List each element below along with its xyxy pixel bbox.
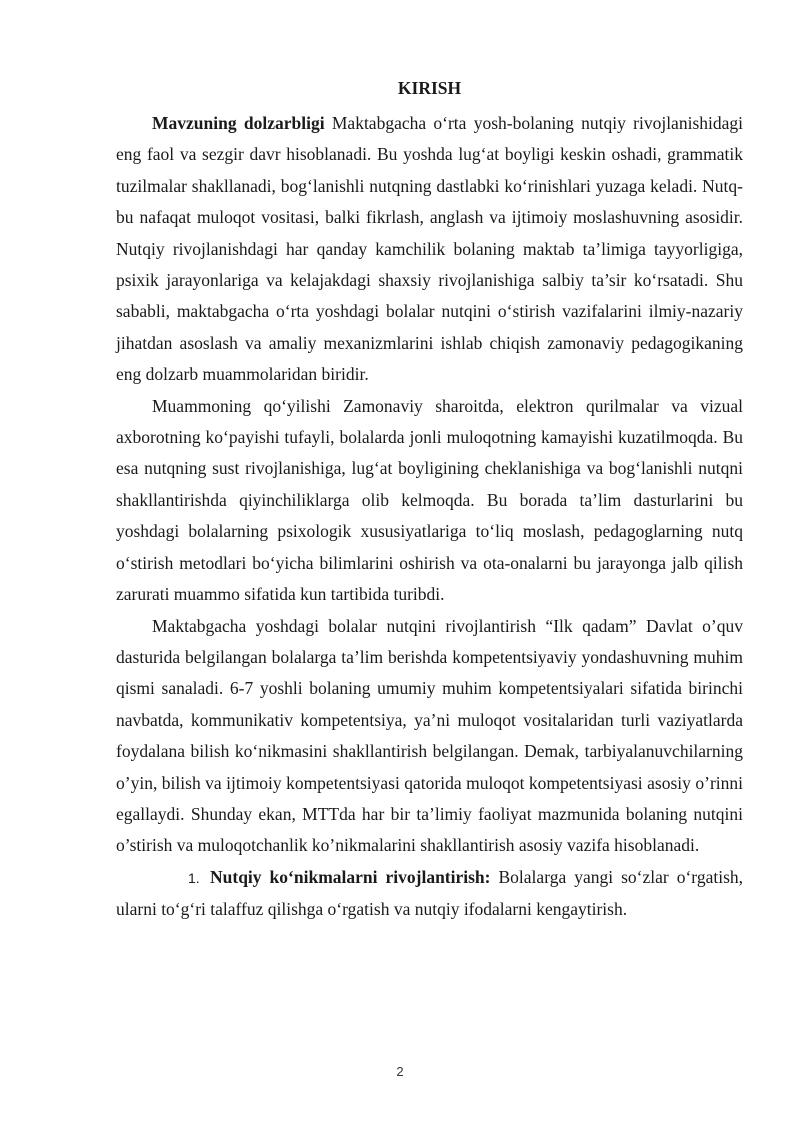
- paragraph-body-relevance: Maktabgacha o‘rta yosh-bolaning nutqiy rivojlanishidagi eng faol va sezgir davr hisoblanadi. Bu yoshda lug‘at boyligi keskin oshadi, grammatik tuzilmalar shakllanadi, bog‘lanishli nutqning dastlabki ko‘rinishlari yuzaga keladi. Nutq-bu nafaqat muloqot vositasi, balki fikrlash, anglash va ijtimoiy moslashuvning asosidir. Nutqiy rivojlanishdagi har qanday kamchilik bolaning maktab ta’limiga tayyorligiga, psixik jarayonlariga va kelajakdagi shaxsiy rivojlanishiga salbiy ta’sir ko‘rsatadi. Shu sababli, maktabgacha o‘rta yoshdagi bolalar nutqini o‘stirish vazifalarini ilmiy-nazariy jihatdan asoslash va amaliy mexanizmlarini ishlab chiqish zamonaviy pedagogikaning eng dolzarb muammolaridan biridir.: [116, 113, 743, 385]
- paragraph-problem: Muammoning qo‘yilishi Zamonaviy sharoitda, elektron qurilmalar va vizual axborotning ko‘payishi tufayli, bolalarda jonli muloqotning kamayishi kuzatilmoqda. Bu esa nutqning sust rivojlanishiga, lug‘at boyligining cheklanishiga va bog‘lanishli nutqni shakllantirishda qiyinchiliklarga olib kelmoqda. Bu borada ta’lim dasturlarini bu yoshdagi bolalarning psixologik xususiyatlariga to‘liq moslash, pedagoglarning nutq o‘stirish metodlari bo‘yicha bilimlarini oshirish va ota-onalarni bu jarayonga jalb qilish zarurati muammo sifatida kun tartibida turibdi.: [116, 395, 743, 605]
- page-title: KIRISH: [397, 78, 462, 98]
- page-number: 2: [396, 1064, 404, 1079]
- list-item-text: Bolalarga yangi so‘zlar o‘rgatish, ularni to‘g‘ri talaffuz qilishga o‘rgatish va nutqiy ifodalarni kengaytirish.: [116, 866, 743, 920]
- paragraph-lead-relevance: Mavzuning dolzarbligi: [152, 113, 325, 133]
- paragraph-relevance: [116, 108, 743, 391]
- paragraph-program: Maktabgacha yoshdagi bolalar nutqini rivojlantirish “Ilk qadam” Davlat o’quv dasturida belgilangan bolalarga ta’lim berishda kompetentsiyaviy yondashuvning muhim qismi sanaladi. 6-7 yoshli bolaning umumiy muhim kompetentsiyalari sifatida birinchi navbatda, kommunikativ kompetentsiya, ya’ni muloqot vositalaridan turli vaziyatlarda foydalana bilish ko‘nikmasini shakllantirish belgilangan. Demak, tarbiyalanuvchilarning o’yin, bilish va ijtimoiy kompetentsiyasi qatorida muloqot kompetentsiyasi asosiy o’rinni egallaydi. Shunday ekan, MTTda har bir ta’limiy faoliyat mazmunida bolaning nutqini o’stirish va muloqotchanlik ko’nikmalarini shakllantirish asosiy vazifa hisoblanadi.: [116, 615, 743, 856]
- list-item-lead: Nutqiy ko‘nikmalarni rivojlantirish:: [210, 866, 491, 887]
- list-item: [116, 862, 743, 926]
- list-item-number: 1.: [188, 869, 200, 886]
